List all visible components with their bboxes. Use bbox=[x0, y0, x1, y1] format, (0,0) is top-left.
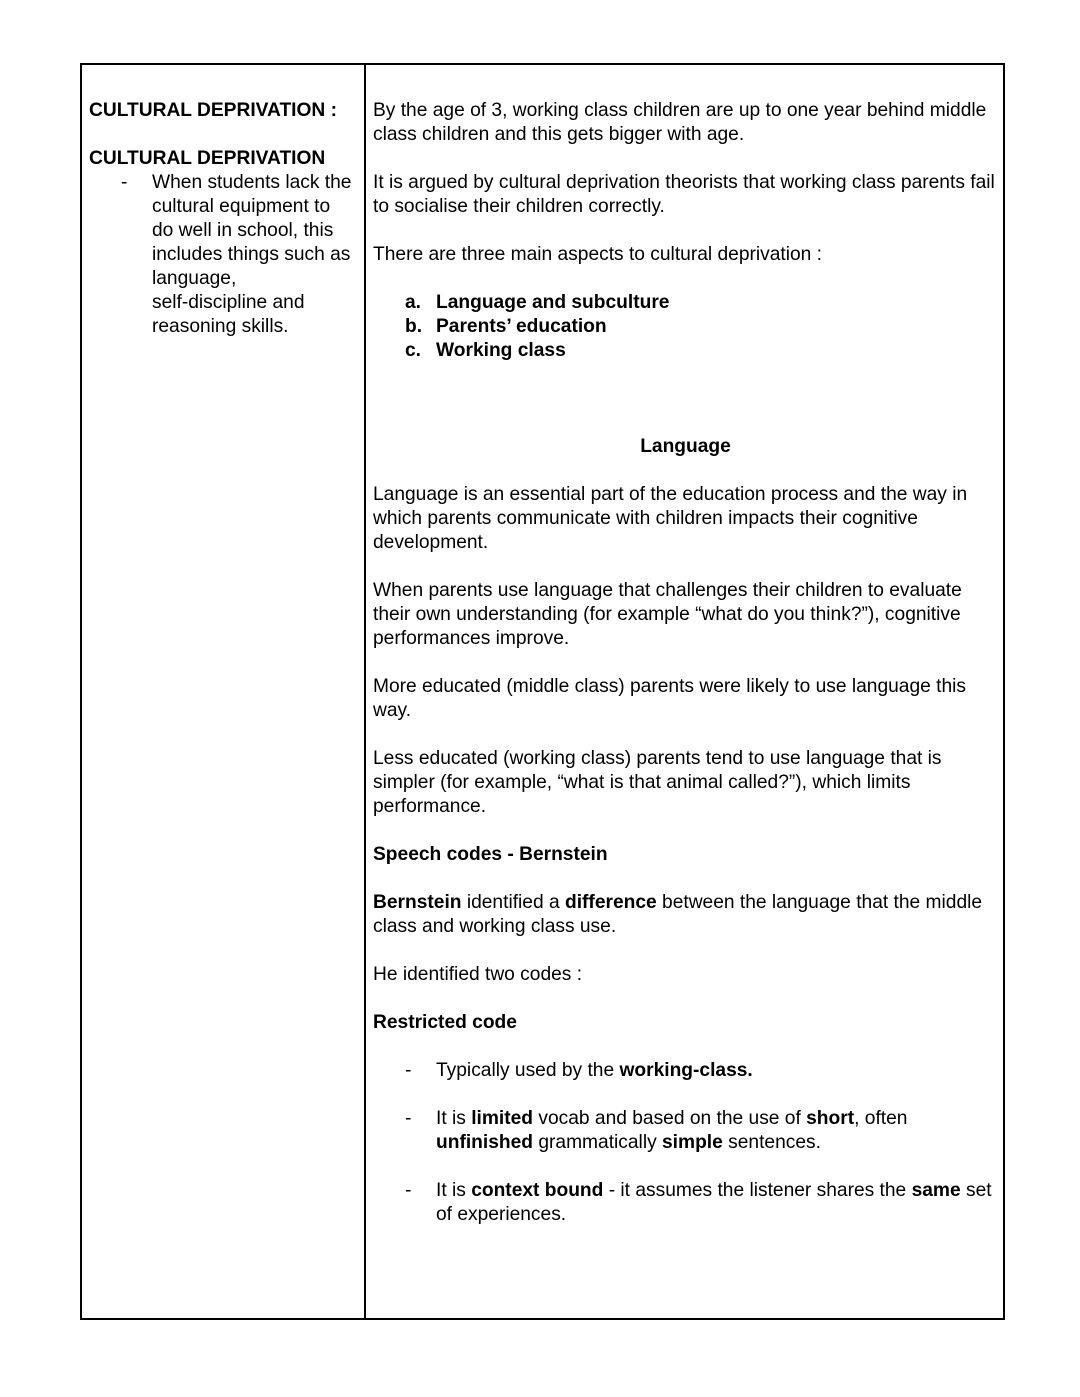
list-item: a. Language and subculture bbox=[405, 292, 670, 313]
intro-paragraph-3: There are three main aspects to cultural deprivation : bbox=[373, 244, 823, 265]
definition-bullet: - When students lack the cultural equipment to do well in school, this includes things such as language, self-discipline and reasoning skills. bbox=[121, 172, 352, 337]
right-column bbox=[373, 99, 998, 1227]
left-column bbox=[89, 99, 359, 339]
language-paragraph-4: Less educated (working class) parents tend to use language that is simpler (for example, “what is that animal called?”), which limits performance. bbox=[373, 748, 942, 817]
aspects-list bbox=[373, 291, 998, 363]
left-heading-1: CULTURAL DEPRIVATION : bbox=[89, 100, 338, 121]
restricted-bullet-3: - It is context bound - it assumes the listener shares the same set of experiences. bbox=[405, 1180, 992, 1225]
bernstein-paragraph: Bernstein identified a difference between the language that the middle class and working class use. bbox=[373, 892, 983, 937]
list-item: b. Parents’ education bbox=[405, 316, 607, 337]
notes-table bbox=[80, 63, 1005, 1320]
restricted-bullet-2: - It is limited vocab and based on the use of short, often unfinished grammatically simple sentences. bbox=[405, 1108, 908, 1153]
speech-codes-heading: Speech codes - Bernstein bbox=[373, 844, 608, 865]
two-codes-paragraph: He identified two codes : bbox=[373, 964, 583, 985]
intro-paragraph-1: By the age of 3, working class children are up to one year behind middle class children and this gets bigger with age. bbox=[373, 100, 987, 145]
restricted-bullet-1: - Typically used by the working-class. bbox=[405, 1060, 753, 1081]
language-paragraph-2: When parents use language that challenges their children to evaluate their own understanding (for example “what do you think?”), cognitive performances improve. bbox=[373, 580, 962, 649]
column-divider bbox=[364, 65, 366, 1318]
intro-paragraph-2: It is argued by cultural deprivation theorists that working class parents fail to socialise their children correctly. bbox=[373, 172, 995, 217]
restricted-code-heading: Restricted code bbox=[373, 1012, 517, 1033]
language-paragraph-3: More educated (middle class) parents were likely to use language this way. bbox=[373, 676, 966, 721]
language-heading: Language bbox=[640, 436, 731, 457]
left-heading-2: CULTURAL DEPRIVATION bbox=[89, 148, 326, 169]
list-item: c. Working class bbox=[405, 340, 566, 361]
language-paragraph-1: Language is an essential part of the education process and the way in which parents communicate with children impacts their cognitive development. bbox=[373, 484, 968, 553]
